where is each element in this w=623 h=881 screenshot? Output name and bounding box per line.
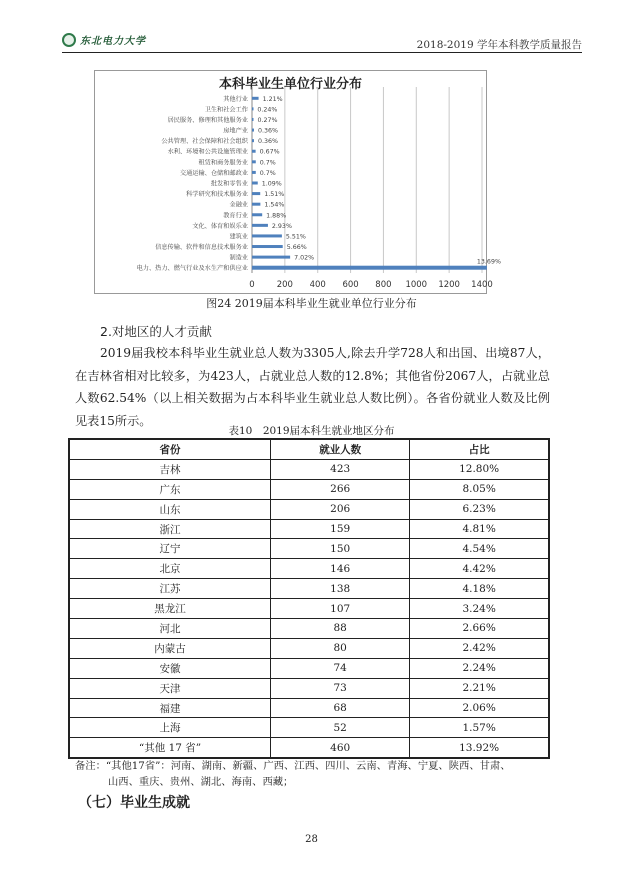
table-row <box>69 539 549 559</box>
cell-count: 107 <box>271 599 410 619</box>
cell-count: 73 <box>271 678 410 698</box>
bar <box>252 203 260 206</box>
cell-province: 浙江 <box>69 519 271 539</box>
table-row <box>69 698 549 718</box>
cell-ratio: 4.42% <box>410 559 549 579</box>
cell-ratio: 1.57% <box>410 718 549 738</box>
table-row <box>69 619 549 639</box>
category-label: 教育行业 <box>223 212 248 220</box>
category-label: 房地产业 <box>223 127 248 135</box>
data-label: 5.51% <box>285 233 306 241</box>
data-label: 5.66% <box>286 244 307 252</box>
cell-province: 广东 <box>69 479 271 499</box>
cell-count: 52 <box>271 718 410 738</box>
bar <box>252 182 258 185</box>
cell-ratio: 4.81% <box>410 519 549 539</box>
table-row <box>69 499 549 519</box>
data-label: 0.67% <box>259 148 280 156</box>
cell-province: 山东 <box>69 499 271 519</box>
data-label: 1.51% <box>264 191 285 199</box>
cell-count: 68 <box>271 698 410 718</box>
data-label: 0.7% <box>259 159 276 167</box>
cell-count: 423 <box>271 459 410 479</box>
figure-caption: 图24 2019届本科毕业生就业单位行业分布 <box>206 297 417 310</box>
x-tick-label: 1400 <box>471 280 493 290</box>
cell-count: 159 <box>271 519 410 539</box>
data-label: 0.36% <box>257 138 278 146</box>
category-label: 金融业 <box>229 201 248 209</box>
bar <box>252 160 256 163</box>
table-row <box>69 579 549 599</box>
header-title: 2018-2019 学年本科教学质量报告 <box>416 39 582 51</box>
cell-province: 天津 <box>69 678 271 698</box>
cell-count: 150 <box>271 539 410 559</box>
cell-province: 内蒙古 <box>69 638 271 658</box>
data-label: 0.7% <box>259 169 276 177</box>
data-label: 1.09% <box>261 180 282 188</box>
x-tick-label: 400 <box>309 280 326 290</box>
cell-count: 80 <box>271 638 410 658</box>
table-row <box>69 479 549 499</box>
table-row <box>69 738 549 758</box>
table-row <box>69 519 549 539</box>
cell-count: 146 <box>271 559 410 579</box>
cell-ratio: 6.23% <box>410 499 549 519</box>
page-number: 28 <box>305 834 318 845</box>
chart-svg <box>95 71 501 295</box>
table-row <box>69 678 549 698</box>
table-row <box>69 638 549 658</box>
bar <box>252 129 254 132</box>
data-label: 0.24% <box>257 106 278 114</box>
cell-count: 88 <box>271 619 410 639</box>
x-tick-label: 800 <box>375 280 392 290</box>
x-tick-label: 200 <box>276 280 293 290</box>
chart-title: 本科毕业生单位行业分布 <box>218 77 362 92</box>
header-ratio: 占比 <box>410 439 549 459</box>
category-label: 其他行业 <box>223 95 248 103</box>
bar <box>252 97 259 100</box>
cell-province: 上海 <box>69 718 271 738</box>
category-label: 水利、环境和公共设施管理业 <box>167 148 248 156</box>
category-label: 公共管理、社会保障和社会组织 <box>161 138 248 146</box>
cell-ratio: 4.18% <box>410 579 549 599</box>
category-label: 科学研究和技术服务业 <box>186 191 248 199</box>
category-label: 卫生和社会工作 <box>204 106 248 114</box>
x-tick-label: 600 <box>342 280 359 290</box>
data-label: 1.21% <box>262 95 283 103</box>
category-label: 信息传输、软件和信息技术服务业 <box>155 244 248 252</box>
cell-count: 206 <box>271 499 410 519</box>
cell-province: 福建 <box>69 698 271 718</box>
cell-ratio: 2.06% <box>410 698 549 718</box>
cell-province: 黑龙江 <box>69 599 271 619</box>
bar <box>252 234 282 237</box>
cell-province: “其他 17 省” <box>69 738 271 758</box>
bar <box>252 256 290 259</box>
data-label: 0.27% <box>257 116 278 124</box>
category-label: 批发和零售业 <box>210 180 248 188</box>
cell-province: 河北 <box>69 619 271 639</box>
cell-province: 安徽 <box>69 658 271 678</box>
cell-ratio: 13.92% <box>410 738 549 758</box>
header-count: 就业人数 <box>271 439 410 459</box>
table-note <box>75 758 555 790</box>
data-label: 7.02% <box>294 254 315 262</box>
x-tick-label: 1000 <box>405 280 428 290</box>
cell-ratio: 12.80% <box>410 459 549 479</box>
table-row <box>69 599 549 619</box>
table-caption: 表10 2019届本科生就业地区分布 <box>228 425 395 437</box>
table-row <box>69 559 549 579</box>
region-table <box>68 438 550 759</box>
category-label: 建筑业 <box>229 233 248 241</box>
table-row <box>69 658 549 678</box>
cell-province: 江苏 <box>69 579 271 599</box>
data-label: 0.36% <box>257 127 278 135</box>
cell-ratio: 8.05% <box>410 479 549 499</box>
x-tick-label: 1200 <box>438 280 460 290</box>
cell-ratio: 2.42% <box>410 638 549 658</box>
cell-province: 北京 <box>69 559 271 579</box>
header-province: 省份 <box>69 439 271 459</box>
page-header <box>62 30 582 53</box>
cell-count: 138 <box>271 579 410 599</box>
table-row <box>69 459 549 479</box>
cell-count: 266 <box>271 479 410 499</box>
data-label: 1.88% <box>266 212 287 220</box>
bar <box>252 139 254 142</box>
note-line: 备注：“其他17省”：河南、湖南、新疆、广西、江西、四川、云南、青海、宁夏、陕西、甘肃、 <box>75 760 511 772</box>
section-heading: （七）毕业生成就 <box>78 795 190 811</box>
bar <box>252 107 254 110</box>
cell-province: 辽宁 <box>69 539 271 559</box>
cell-ratio: 3.24% <box>410 599 549 619</box>
category-label: 制造业 <box>229 254 248 262</box>
bar <box>252 266 487 270</box>
logo-text: 东北电力大学 <box>80 36 146 47</box>
cell-province: 吉林 <box>69 459 271 479</box>
bar <box>252 224 268 227</box>
category-label: 租赁和商务服务业 <box>198 159 248 167</box>
category-label: 居民服务、修理和其他服务业 <box>167 116 248 124</box>
section-heading: 2.对地区的人才贡献 <box>100 324 212 339</box>
bar <box>252 171 256 174</box>
bar <box>252 192 260 195</box>
cell-count: 74 <box>271 658 410 678</box>
industry-chart <box>94 70 501 294</box>
bar <box>252 118 254 121</box>
table-header-row <box>69 439 549 459</box>
category-label: 交通运输、仓储和邮政业 <box>179 169 248 177</box>
cell-ratio: 2.66% <box>410 619 549 639</box>
data-label: 13.69% <box>476 258 501 266</box>
cell-count: 460 <box>271 738 410 758</box>
bar <box>252 213 262 216</box>
cell-ratio: 4.54% <box>410 539 549 559</box>
category-label: 电力、热力、燃气行业及水生产和供应业 <box>136 265 248 273</box>
bar <box>252 150 256 153</box>
body-paragraph: 2019届我校本科毕业生就业总人数为3305人,除去升学728人和出国、出境87人，在吉林省相对比较多，为423人，占就业总人数的12.8%；其他省份2067人，占就业总人数62.54%（以上相关数据为占本科毕业生就业总人数比例）。各省份就业人数及比例见表15所示。 <box>75 346 550 428</box>
category-label: 文化、体育和娱乐业 <box>192 222 248 230</box>
emblem-icon <box>62 33 76 47</box>
university-logo <box>62 32 146 47</box>
table-row <box>69 718 549 738</box>
note-line: 山西、重庆、贵州、湖北、海南、西藏； <box>108 776 294 788</box>
bar <box>252 245 283 248</box>
cell-ratio: 2.21% <box>410 678 549 698</box>
cell-ratio: 2.24% <box>410 658 549 678</box>
data-label: 1.54% <box>264 201 285 209</box>
x-tick-label: 0 <box>249 280 255 290</box>
data-label: 2.93% <box>271 222 292 230</box>
